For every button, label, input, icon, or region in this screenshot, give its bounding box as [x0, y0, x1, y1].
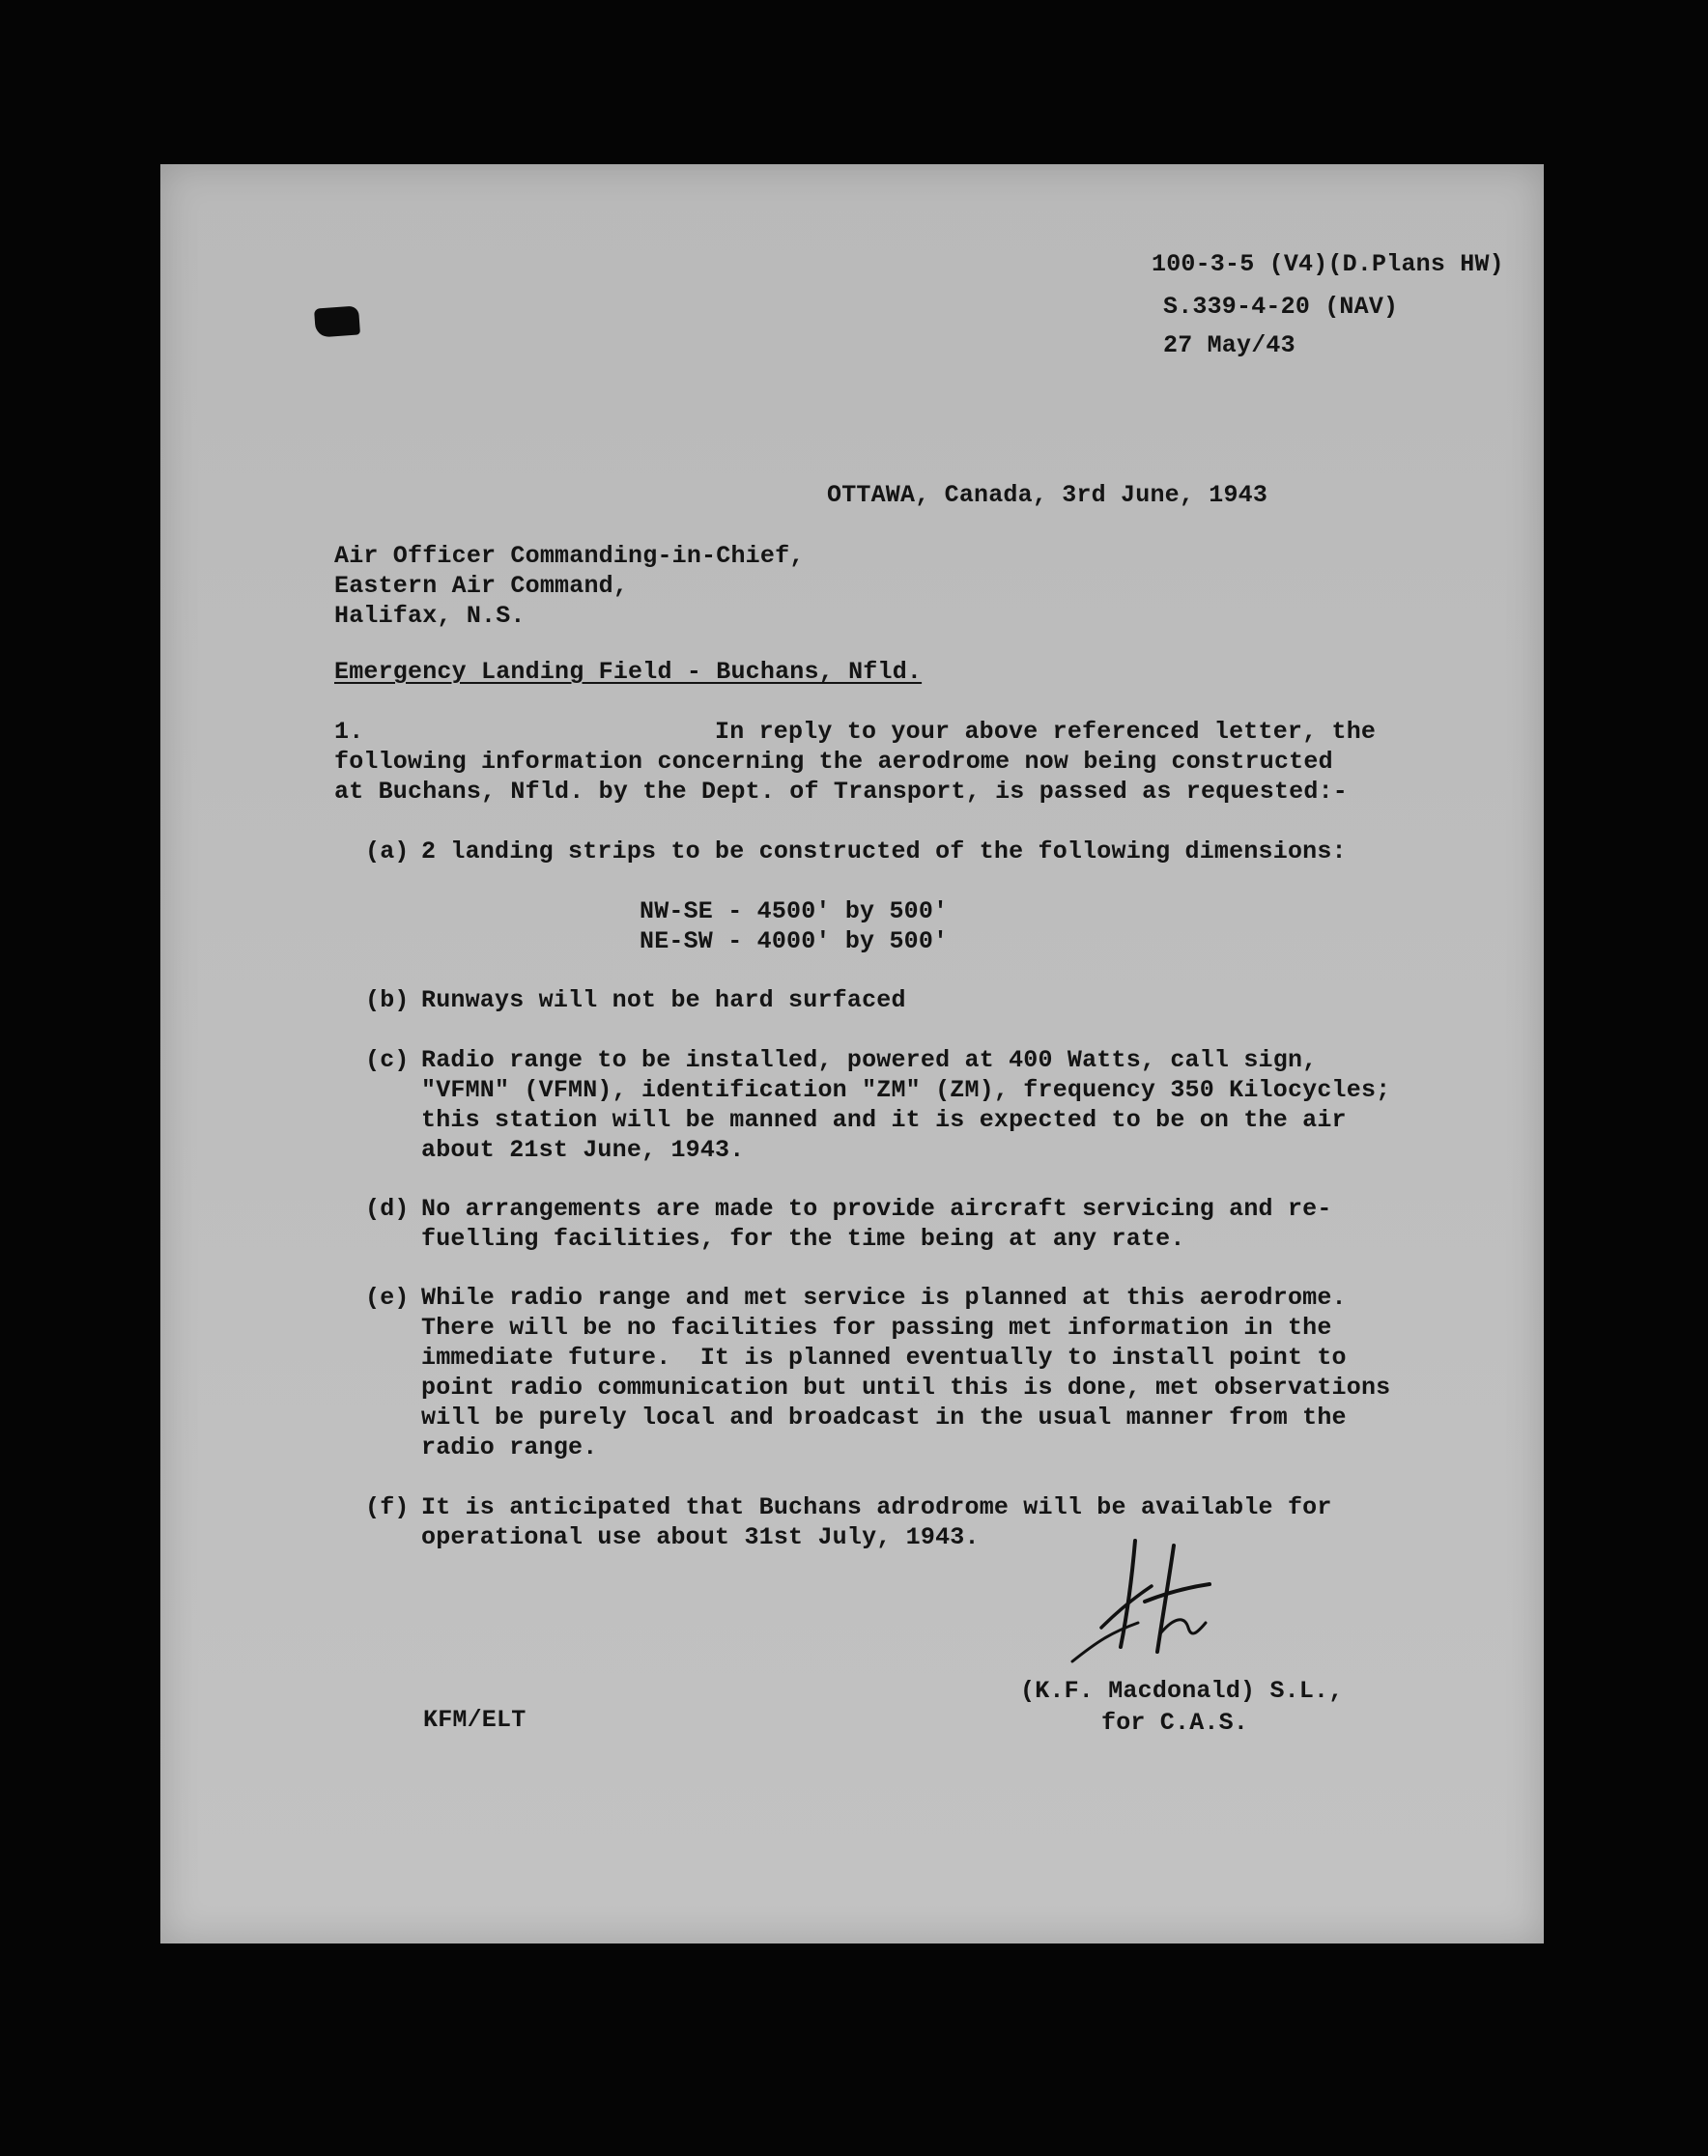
- handwritten-signature: [1043, 1526, 1237, 1671]
- item-f-line-2: operational use about 31st July, 1943.: [421, 1523, 980, 1551]
- item-d-line-2: fuelling facilities, for the time being at any rate.: [421, 1225, 1185, 1253]
- item-d-line-1: No arrangements are made to provide aircraft servicing and re-: [421, 1195, 1332, 1223]
- paragraph-line-3: at Buchans, Nfld. by the Dept. of Transport, is passed as requested:-: [334, 778, 1348, 806]
- file-ref-1: 100-3-5 (V4)(D.Plans HW): [1152, 250, 1504, 278]
- item-d-label: (d): [365, 1195, 410, 1223]
- signatory-for: for C.A.S.: [1101, 1709, 1249, 1737]
- item-f-line-1: It is anticipated that Buchans adrodrome will be available for: [421, 1493, 1332, 1521]
- signatory-name: (K.F. Macdonald) S.L.,: [1020, 1677, 1344, 1705]
- item-c-label: (c): [365, 1046, 410, 1074]
- item-b-line-1: Runways will not be hard surfaced: [421, 986, 906, 1014]
- reference-initials: KFM/ELT: [423, 1706, 527, 1734]
- ink-blot: [314, 305, 360, 337]
- item-e-line-3: immediate future. It is planned eventually to install point to: [421, 1344, 1347, 1372]
- dimension-line-2: NE-SW - 4000' by 500': [640, 927, 949, 955]
- item-f-label: (f): [365, 1493, 410, 1521]
- addressee-line-2: Eastern Air Command,: [334, 572, 629, 600]
- item-e-line-2: There will be no facilities for passing met information in the: [421, 1314, 1332, 1342]
- paragraph-line-2: following information concerning the aerodrome now being constructed: [334, 748, 1333, 776]
- item-c-line-1: Radio range to be installed, powered at 400 Watts, call sign,: [421, 1046, 1318, 1074]
- item-a-label: (a): [365, 837, 410, 865]
- item-e-line-5: will be purely local and broadcast in the usual manner from the: [421, 1404, 1347, 1432]
- file-ref-2: S.339-4-20 (NAV): [1163, 293, 1399, 321]
- dimension-line-1: NW-SE - 4500' by 500': [640, 897, 949, 925]
- subject-line: Emergency Landing Field - Buchans, Nfld.: [334, 658, 923, 686]
- place-date: OTTAWA, Canada, 3rd June, 1943: [827, 481, 1268, 509]
- item-e-label: (e): [365, 1284, 410, 1312]
- item-c-line-4: about 21st June, 1943.: [421, 1136, 745, 1164]
- paragraph-line-1: In reply to your above referenced letter, the: [715, 718, 1377, 746]
- item-c-line-3: this station will be manned and it is expected to be on the air: [421, 1106, 1347, 1134]
- item-e-line-6: radio range.: [421, 1433, 598, 1461]
- item-e-line-4: point radio communication but until this is done, met observations: [421, 1374, 1391, 1402]
- item-e-line-1: While radio range and met service is planned at this aerodrome.: [421, 1284, 1347, 1312]
- item-b-label: (b): [365, 986, 410, 1014]
- addressee-line-1: Air Officer Commanding-in-Chief,: [334, 542, 805, 570]
- file-ref-date: 27 May/43: [1163, 331, 1295, 359]
- item-a-line-1: 2 landing strips to be constructed of the following dimensions:: [421, 837, 1347, 865]
- addressee-line-3: Halifax, N.S.: [334, 602, 526, 630]
- item-c-line-2: "VFMN" (VFMN), identification "ZM" (ZM), frequency 350 Kilocycles;: [421, 1076, 1391, 1104]
- paragraph-number: 1.: [334, 718, 364, 746]
